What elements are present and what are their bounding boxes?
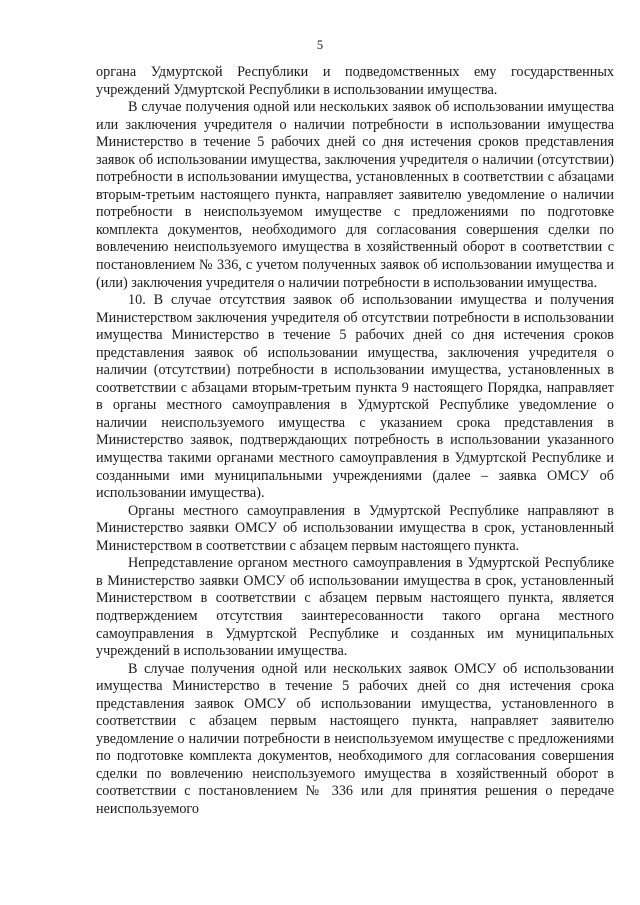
document-body <box>96 64 614 819</box>
paragraph-continuation: органа Удмуртской Республики и подведомственных ему государственных учреждений Удмуртской Республики в использовании имущества. <box>96 64 614 98</box>
paragraph-notice-to-applicant: В случае получения одной или нескольких заявок об использовании имущества или заключения учредителя о наличии потребности в использовании имущества Министерство в течение 5 рабочих дней со дня истечения сроков представления заявок об использовании имущества, заключения учредителя о наличии (отсутствии) потребности в использовании имущества, установленных в соответствии с абзацами вторым-третьим настоящего пункта, направляет заявителю уведомление о наличии потребности в неиспользуемом имуществе с предложениями по подготовке комплекта документов, необходимого для согласования совершения сделки по вовлечению неиспользуемого имущества в хозяйственный оборот в соответствии с постановлением № 336, с учетом полученных заявок об использовании имущества и (или) заключения учредителя о наличии потребности в использовании имущества. <box>96 99 614 291</box>
paragraph-omsu-submission: Органы местного самоуправления в Удмуртской Республике направляют в Министерство заявки ОМСУ об использовании имущества в срок, установленный Министерством в соответствии с абзацем первым настоящего пункта. <box>96 502 614 554</box>
page-number: 5 <box>316 38 324 52</box>
paragraph-non-submission: Непредставление органом местного самоуправления в Удмуртской Республике в Министерство заявки ОМСУ об использовании имущества в срок, установленный Министерством в соответствии с абзацем первым настоящего пункта, является подтверждением отсутствия заинтересованности такого органа местного самоуправления в Удмуртской Республике и созданных им муниципальных учреждений в использовании имущества. <box>96 555 614 660</box>
paragraph-omsu-notice: В случае получения одной или нескольких заявок ОМСУ об использовании имущества Министерство в течение 5 рабочих дней со дня истечения срока представления заявок ОМСУ об использовании имущества, установленного в соответствии с абзацем первым настоящего пункта, направляет заявителю уведомление о наличии потребности в неиспользуемом имуществе с предложениями по подготовке комплекта документов, необходимого для согласования совершения сделки по вовлечению неиспользуемого имущества в хозяйственный оборот в соответствии с постановлением № 336 или для принятия решения о передаче неиспользуемого <box>96 660 614 817</box>
paragraph-item-10: 10. В случае отсутствия заявок об использовании имущества и получения Министерством заключения учредителя об отсутствии потребности в использовании имущества Министерство в течение 5 рабочих дней со дня истечения сроков представления заявок об использовании имущества, заключения учредителя о наличии (отсутствии) потребности в использовании имущества, установленных в соответствии с абзацами вторым-третьим пункта 9 настоящего Порядка, направляет в органы местного самоуправления в Удмуртской Республике уведомление о наличии неиспользуемого имущества с указанием срока представления в Министерство заявок, подтверждающих потребность в использовании указанного имущества такими органами местного самоуправления в Удмуртской Республике и созданными ими муниципальными учреждениями (далее – заявка ОМСУ об использовании имущества). <box>96 292 614 502</box>
